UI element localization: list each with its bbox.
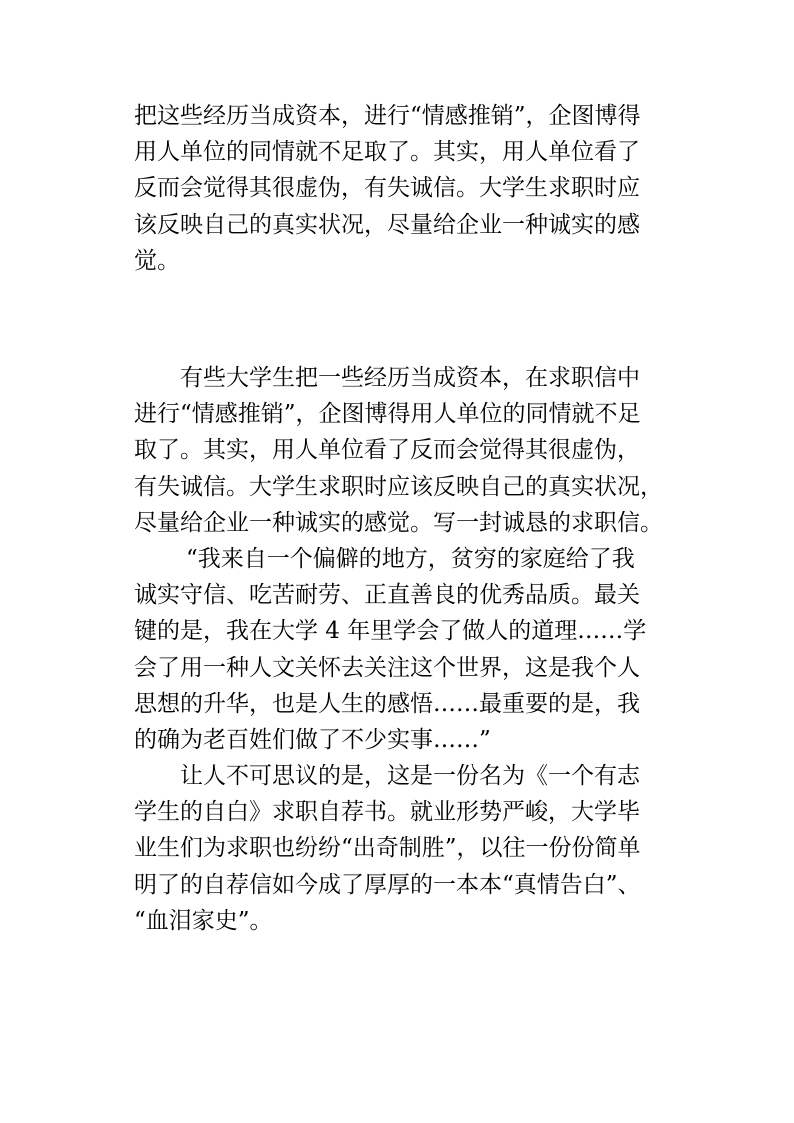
text-line: “血泪家史”。 <box>134 907 273 934</box>
text-line: 该反映自己的真实状况，尽量给企业一种诚实的感 <box>134 211 640 238</box>
paragraph-block-2 <box>134 360 674 939</box>
text-line: 键的是，我在大学 4 年里学会了做人的道理……学 <box>134 618 647 645</box>
text-line: 明了的自荐信如今成了厚厚的一本本“真情告白”、 <box>134 871 641 898</box>
text-line: 进行“情感推销”，企图博得用人单位的同情就不足 <box>134 401 641 428</box>
text-line: 学生的自白》求职自荐书。就业形势严峻，大学毕 <box>134 799 640 826</box>
text-line: 思想的升华，也是人生的感悟……最重要的是，我 <box>134 690 640 717</box>
text-line: 的确为老百姓们做了不少实事……” <box>134 726 491 753</box>
paragraph-block-1 <box>134 98 674 279</box>
text-line: 用人单位的同情就不足取了。其实，用人单位看了 <box>134 139 640 166</box>
text-line: 有些大学生把一些经历当成资本，在求职信中 <box>180 365 640 391</box>
text-line: “我来自一个偏僻的地方，贫穷的家庭给了我 <box>186 545 635 572</box>
text-line: 会了用一种人文关怀去关注这个世界，这是我个人 <box>134 654 640 681</box>
text-line: 觉。 <box>134 247 180 274</box>
text-line: 有失诚信。大学生求职时应该反映自己的真实状况， <box>134 473 663 500</box>
text-line: 尽量给企业一种诚实的感觉。写一封诚恳的求职信。 <box>134 509 663 536</box>
text-line: 反而会觉得其很虚伪，有失诚信。大学生求职时应 <box>134 175 640 202</box>
text-line: 诚实守信、吃苦耐劳、正直善良的优秀品质。最关 <box>134 582 640 609</box>
text-line: 取了。其实，用人单位看了反而会觉得其很虚伪， <box>134 437 640 464</box>
text-line: 把这些经历当成资本，进行“情感推销”，企图博得 <box>134 103 641 129</box>
text-line: 让人不可思议的是，这是一份名为《一个有志 <box>180 763 640 790</box>
text-line: 业生们为求职也纷纷“出奇制胜”，以往一份份简单 <box>134 835 641 862</box>
